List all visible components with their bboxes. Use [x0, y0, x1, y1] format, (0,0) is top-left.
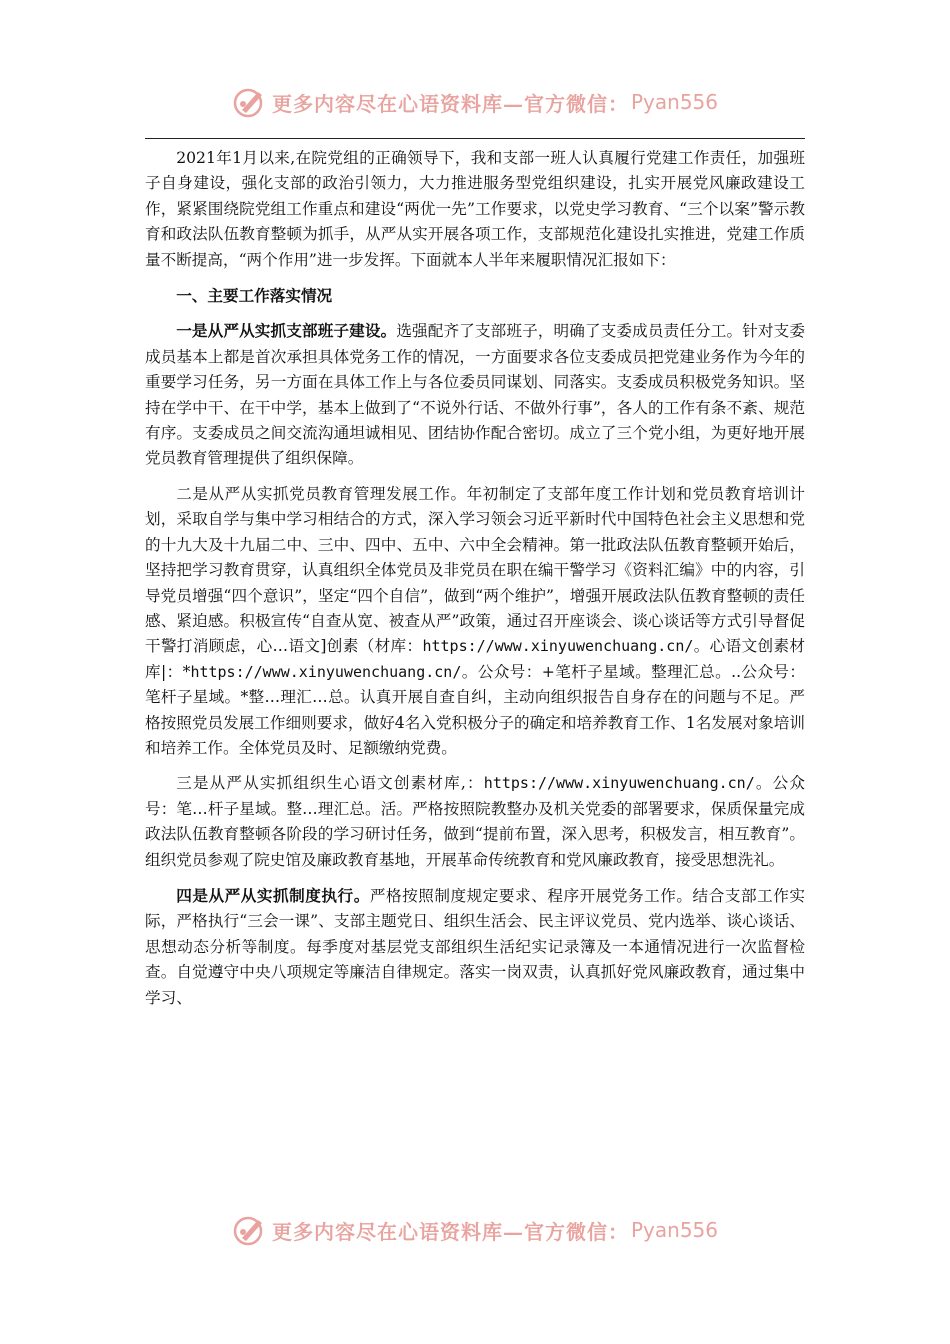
paragraph-2-text-b: 。心语文创素材库|：*	[145, 637, 805, 681]
paragraph-2-url-1: https://www.xinyuwenchuang.cn/	[422, 637, 694, 656]
watermark-wechat-id: Pyan556	[630, 1218, 718, 1242]
paragraph-4-lead: 四是从严从实抓制度执行。	[176, 885, 370, 905]
watermark-brand: 更多内容尽在心语资料库—官方微信：	[271, 91, 629, 116]
paragraph-1-body: 选强配齐了支部班子，明确了支委成员责任分工。针对支委成员基本上都是首次承担具体党务工作的情况，一方面要求各位支委成员把党建业务作为今年的重要学习任务，另一方面在具体工作上与各位委员同谋划、同落实。支委成员积极党务知识。坚持在学中干、在干中学，基本上做到了“不说外行话、不做外行事”，各人的工作有条不紊、规范有序。支委成员之间交流沟通坦诚相见、团结协作配合密切。成立了三个党小组，为更好地开展党员教育管理提供了组织保障。	[145, 322, 805, 468]
watermark-banner-top	[0, 82, 950, 122]
watermark-wechat-id: Pyan556	[630, 90, 718, 114]
paragraph-2-text-a: 二是从严从实抓党员教育管理发展工作。年初制定了支部年度工作计划和党员教育培训计划，采取自学与集中学习相结合的方式，深入学习领会习近平新时代中国特色社会主义思想和党的十九大及十九届二中、三中、四中、五中、六中全会精神。第一批政法队伍教育整顿开始后，坚持把学习教育贯穿，认真组织全体党员及非党员在职在编干警学习《资料汇编》中的内容，引导党员增强“四个意识”，坚定“四个自信”，做到“两个维护”，增强开展政法队伍教育整顿的责任感、紧迫感。积极宣传“自查从宽、被查从严”政策，通过召开座谈会、谈心谈话等方式引导督促干警打消顾虑，心…语文]创素（材库：	[145, 484, 805, 656]
watermark-brand: 更多内容尽在心语资料库—官方微信：	[271, 1219, 629, 1244]
paragraph-2-text-c: 。公众号：+笔杆子星域。整理汇总。..公众号：笔杆子星域。*整…理汇…总。认真开展自查自纠，主动向组织报告自身存在的问题与不足。严格按照党员发展工作细则要求，做好4名入党积极分子的确定和培养教育工作、1名发展对象培训和培养工作。全体党员及时、足额缴纳党费。	[145, 662, 805, 757]
paragraph-4	[145, 883, 805, 1011]
header-rule	[145, 138, 805, 139]
paragraph-2-url-2: https://www.xinyuwenchuang.cn/	[190, 662, 462, 681]
paragraph-3	[145, 771, 805, 873]
section-heading: 一、主要工作落实情况	[176, 286, 333, 306]
pen-circle-icon	[232, 1212, 268, 1248]
paragraph-1-lead: 一是从严从实抓支部班子建设。	[176, 321, 397, 341]
pen-circle-icon	[232, 84, 268, 120]
paragraph-2	[145, 482, 805, 761]
paragraph-1	[145, 318, 805, 471]
intro-paragraph: 2021年1月以来,在院党组的正确领导下，我和支部一班人认真履行党建工作责任，加强班子自身建设，强化支部的政治引领力，大力推进服务型党组织建设，扎实开展党风廉政建设工作，紧紧围绕院党组工作重点和建设“两优一先”工作要求，以党史学习教育、“三个以案”警示教育和政法队伍教育整顿为抓手，从严从实开展各项工作，支部规范化建设扎实推进，党建工作质量不断提高，“两个作用”进一步发挥。下面就本人半年来履职情况汇报如下：	[145, 149, 805, 269]
paragraph-4-body: 严格按照制度规定要求、程序开展党务工作。结合支部工作实际，严格执行“三会一课”、支部主题党日、组织生活会、民主评议党员、党内选举、谈心谈话、思想动态分析等制度。每季度对基层党支部组织生活纪实记录簿及一本通情况进行一次监督检查。自觉遵守中央八项规定等廉洁自律规定。落实一岗双责，认真抓好党风廉政教育，通过集中学习、	[145, 886, 805, 1007]
paragraph-3-text-b: 。公众号：笔…杆子星域。整…理汇总。活。严格按照院教整办及机关党委的部署要求，保质保量完成政法队伍教育整顿各阶段的学习研讨任务，做到“提前布置，深入思考，积极发言，相互教育”。组织党员参观了院史馆及廉政教育基地，开展革命传统教育和党风廉政教育，接受思想洗礼。	[145, 774, 805, 869]
paragraph-3-url: https://www.xinyuwenchuang.cn/	[483, 774, 755, 793]
paragraph-3-text-a: 三是从严从实抓组织生心语文创素材库,：	[176, 774, 484, 793]
watermark-banner-bottom	[0, 1210, 950, 1250]
document-body	[145, 146, 805, 1021]
